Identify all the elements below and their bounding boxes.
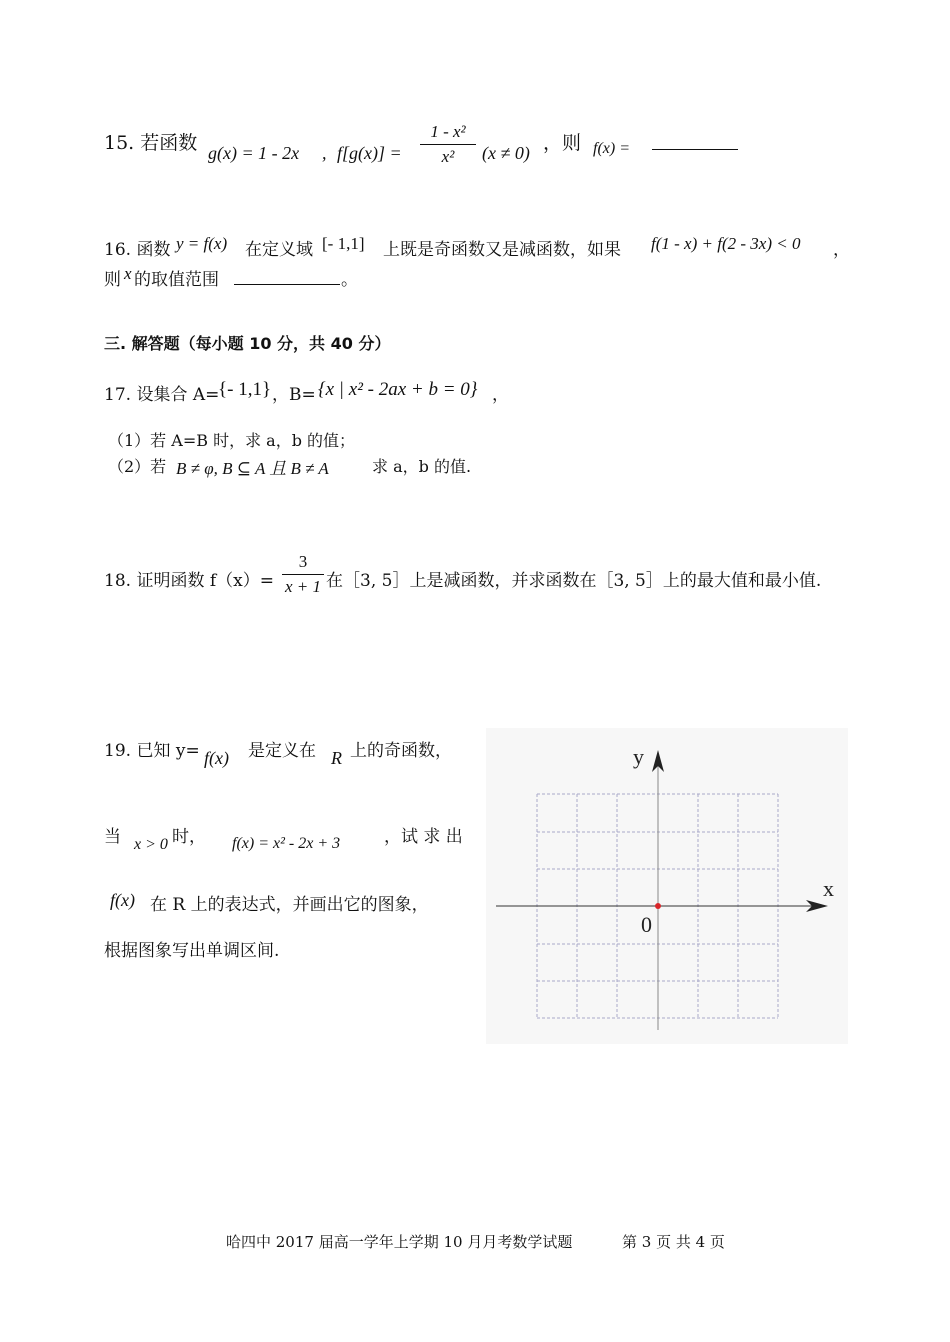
q18-fraction-denominator: x + 1: [284, 577, 322, 596]
x-axis-label: x: [823, 876, 834, 901]
q15-condition: (x ≠ 0): [482, 143, 530, 163]
q16-period: 。: [341, 270, 358, 290]
q17-set-a: {- 1,1}: [218, 379, 272, 400]
q15-fg-lhs: f[g(x)] =: [337, 143, 402, 163]
q15-separator: ,: [322, 143, 327, 163]
footer-title: 哈四中 2017 届高一学年上学期 10 月月考数学试题: [226, 1233, 573, 1251]
q16-label: 16. 函数: [104, 240, 171, 260]
q15-label: 15. 若函数: [104, 132, 198, 154]
q17-label: 17. 设集合 A=: [104, 385, 220, 405]
q15-g-definition: g(x) = 1 - 2x: [208, 143, 300, 163]
q19-line-3: 在 R 上的表达式，并画出它的图象，: [150, 895, 429, 915]
q19-fx: f(x): [204, 748, 229, 768]
figure-background: [486, 728, 848, 1044]
q15-answer-blank: [652, 149, 738, 150]
q17-comma: ，: [492, 385, 509, 405]
q16-answer-blank: [234, 284, 340, 285]
q17-part-1: （1）若 A=B 时，求 a，b 的值；: [108, 431, 356, 450]
q19-r: R: [331, 748, 342, 768]
origin-label: 0: [641, 912, 652, 937]
q19-line-4: 根据图象写出单调区间.: [104, 941, 280, 961]
q16-function: y = f(x): [176, 234, 228, 253]
q15-fraction: [420, 122, 476, 167]
q19-condition: x > 0: [134, 836, 168, 853]
q16-text-b: 上既是奇函数又是减函数，如果: [383, 240, 621, 260]
coordinate-grid-figure: [486, 728, 848, 1044]
q18-label: 18. 证明函数 f（x）=: [104, 571, 274, 591]
origin-point: [655, 903, 661, 909]
q19-text-b: 上的奇函数，: [350, 741, 452, 761]
q19-label: 19. 已知 y=: [104, 741, 200, 761]
q19-fx-line3: f(x): [110, 890, 135, 910]
y-axis-label: y: [633, 744, 644, 769]
q15-then: ，则: [543, 132, 582, 154]
footer-page-number: 第 3 页 共 4 页: [622, 1233, 725, 1251]
q19-text-a: 是定义在: [248, 741, 316, 761]
q18-text: 在［3, 5］上是减函数，并求函数在［3, 5］上的最大值和最小值.: [326, 571, 822, 591]
q17-set-b: {x | x² - 2ax + b = 0}: [318, 379, 478, 400]
q18-fraction: [282, 552, 324, 597]
q18-fraction-numerator: 3: [298, 552, 308, 571]
q16-comma: ，: [833, 240, 850, 260]
q19-text-c: ，试 求 出: [384, 827, 463, 847]
q15-fraction-numerator: 1 - x²: [430, 122, 466, 141]
section-3-heading: 三. 解答题（每小题 10 分，共 40 分）: [104, 334, 391, 353]
q16-text-a: 在定义域: [245, 240, 313, 260]
q16-range-text: 的取值范围: [134, 270, 219, 290]
q16-domain: [- 1,1]: [322, 234, 365, 253]
fraction-bar: [420, 144, 476, 145]
q15-fx: f(x) =: [593, 140, 630, 157]
q17-part-2-text: 求 a，b 的值.: [372, 457, 472, 476]
q19-when: 当: [104, 827, 121, 847]
q16-line2-prefix: 则: [104, 270, 121, 290]
fraction-bar: [282, 574, 324, 575]
q19-when-suffix: 时，: [172, 827, 206, 847]
q17-part-2-prefix: （2）若: [108, 457, 167, 476]
q17-part-2-condition: B ≠ φ, B ⊆ A 且 B ≠ A: [176, 459, 329, 478]
q19-expression: f(x) = x² - 2x + 3: [232, 835, 341, 852]
q16-variable-x: x: [124, 264, 132, 283]
q15-fraction-denominator: x²: [441, 147, 455, 166]
q17-text-b: ，B=: [272, 385, 316, 405]
q16-condition: f(1 - x) + f(2 - 3x) < 0: [651, 234, 801, 253]
